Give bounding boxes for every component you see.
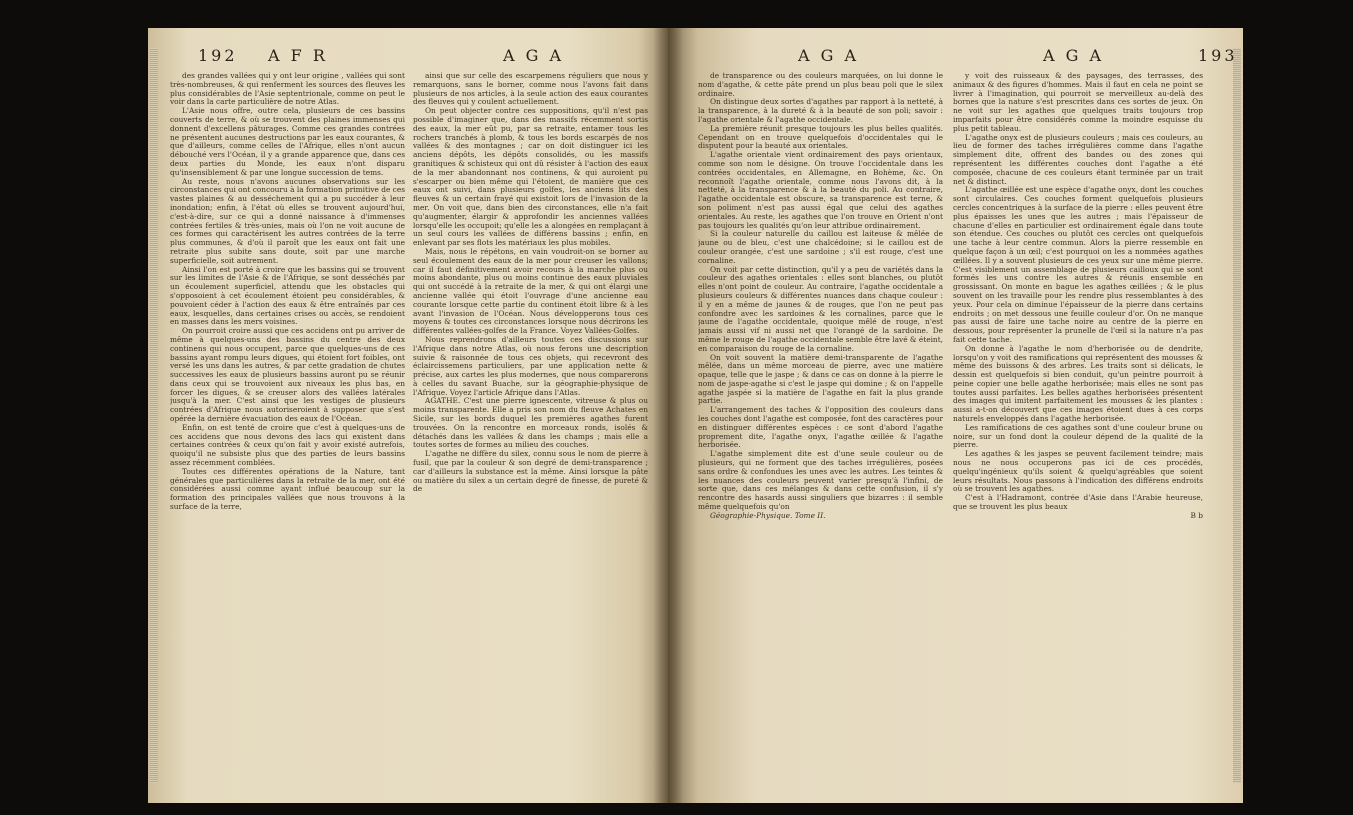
paragraph: L'agathe simplement dite est d'une seule couleur ou de plusieurs, qui ne forment que des taches irrégulières, posées sans ordre & confondues les unes avec les autres. Les teintes & les nuances des couleurs peuvent varier presqu'à l'infini, de sorte que, dans ces mélanges & dans cette confusion, il s'y rencontre des hasards aussi singuliers que bizarres : il semble même quelquefois qu'on: [698, 449, 943, 512]
right-running-head-2: A G A: [1043, 46, 1105, 65]
left-running-head-1: A F R: [268, 46, 328, 65]
paragraph: Mais, nous le répétons, en vain voudroit-on se borner au seul écoulement des eaux de la mer pour creuser les vallons; car il faut définitivement avoir recours à la marche plus ou moins abondante, plus ou moins continue des eaux pluviales qui ont succédé à la retraite de la mer, & qui ont élargi une ancienne vallée qui étoit l'ouvrage d'une ancienne eau courante lorsque cette partie du continent étoit libre & à les avant l'invasion de l'Océan. Nous développerons tous ces moyens & toutes ces circonstances lorsque nous décrirons les différentes vallées-golfes de la France. Voyez Vallées-Golfes.: [413, 246, 648, 336]
paragraph: On pourroit croire aussi que ces accidens ont pu arriver de même à quelques-uns des bassins du centre des deux continens qui nous occupent, parce que quelques-uns de ces bassins ayant rompu leurs digues, qui étoient fort foibles, ont versé les uns dans les autres, & par cette gradation de chutes successives les eaux de plusieurs bassins auront pu se réunir dans ceux qui se trouvoient aux niveaux les plus bas, en forcer les digues, & se creuser alors des vallées latérales jusqu'à la mer. C'est ainsi que les vestiges de plusieurs contrées d'Afrique nous autoriseroient à supposer que s'est opérée la dernière évacuation des eaux de l'Océan.: [170, 326, 405, 424]
right-page-edge: [1233, 48, 1241, 783]
left-running-head-2: A G A: [503, 46, 565, 65]
paragraph: L'agathe onyx est de plusieurs couleurs ; mais ces couleurs, au lieu de former des taches irrégulières comme dans l'agathe simplement dite, offrent des bandes ou des zones qui représentent les différentes couches dont l'agathe a été composée, chacune de ces couleurs étant terminée par un trait net & distinct.: [953, 132, 1203, 186]
paragraph: Ainsi l'on est porté à croire que les bassins qui se trouvent sur les limites de l'Asie & de l'Afrique, se sont desséchés par un écoulement superficiel, attendu que les obstacles qui s'opposoient à cet écoulement étoient peu considérables, & pouvoient céder à l'action des eaux & être entraînés par ces eaux, lesquelles, dans certaines crises ou accès, se rendoient en masses dans les mers voisines.: [170, 264, 405, 327]
right-page: [668, 28, 1243, 803]
paragraph: Enfin, on est tenté de croire que c'est à quelques-uns de ces accidens que nous devons des lacs qui existent dans certaines contrées & ceux qu'on fait y avoir existé autrefois, quoiqu'il ne subsiste plus que des parties de leurs bassins assez récemment comblées.: [170, 422, 405, 468]
paragraph: L'agathe ne diffère du silex, connu sous le nom de pierre à fusil, que par la couleur & son degré de demi-transparence ; car d'ailleurs la substance est la même. Ainsi lorsque la pâte ou matière du silex a un certain degré de finesse, de pureté & de: [413, 449, 648, 494]
left-page-number: 192: [198, 46, 238, 65]
paragraph: La première réunit presque toujours les plus belles qualités. Cependant on en trouve quelquefois d'occidentales qui le disputent pour la beauté aux orientales.: [698, 123, 943, 151]
right-column-2: [953, 72, 1203, 784]
paragraph: Si la couleur naturelle du caillou est laiteuse & mêlée de jaune ou de bleu, c'est une chalcédoine; si le caillou est de couleur orangée, c'est une sardoine ; s'il est rouge, c'est une cornaline.: [698, 229, 943, 265]
paragraph: L'agathe orientale vient ordinairement des pays orientaux, comme son nom le désigne. On trouve l'occidentale dans les contrées occidentales, en Allemagne, en Bohème, &c. On reconnoît l'agathe orientale, comme nous l'avons dit, à la netteté, à la transparence & à la beauté du poli. Au contraire, l'agathe occidentale est obscure, sa transparence est terne, & son poliment n'est pas aussi égal que celui des agathes orientales. Au reste, les agathes que l'on trouve en Orient n'ont pas toujours les qualités qu'on leur attribue ordinairement.: [698, 150, 943, 230]
left-column-2: [413, 72, 648, 784]
paragraph: Les ramifications de ces agathes sont d'une couleur brune ou noire, sur un fond dont la couleur dépend de la qualité de la pierre.: [953, 422, 1203, 450]
paragraph: des grandes vallées qui y ont leur origine , vallées qui sont très-nombreuses, & qui renferment les sources des fleuves les plus considérables de l'Asie septentrionale, comme on peut le voir dans la carte particulière de notre Atlas.: [170, 72, 405, 107]
paragraph: de transparence ou des couleurs marquées, on lui donne le nom d'agathe, & cette pâte prend un plus beau poli que le silex ordinaire.: [698, 72, 943, 98]
paragraph: L'Asie nous offre, outre cela, plusieurs de ces bassins couverts de terre, & où se trouvent des plaines immenses qui donnent d'excellens pâturages. Comme ces grandes contrées ne présentent aucunes destructions par les eaux courantes, & que d'ailleurs, comme celles de l'Afrique, elles n'ont aucun débouché vers l'Océan, il y a grande apparence que, dans ces deux parties du Monde, les eaux n'ont disparu qu'insensiblement & par une longue succession de tems.: [170, 106, 405, 177]
paragraph: y voit des ruisseaux & des paysages, des terrasses, des animaux & des figures d'hommes. Mais il faut en cela ne point se livrer à l'imagination, qui pourroit se merveilleux au-delà des bornes que la nature s'est prescrites dans ces sortes de jeux. On ne voit sur les agathes que quelques traits toujours trop imparfaits pour être considérés comme la moindre esquisse du plus petit tableau.: [953, 72, 1203, 133]
right-running-head-1: A G A: [798, 46, 860, 65]
paragraph: AGATHE. C'est une pierre ignescente, vitreuse & plus ou moins transparente. Elle a pris son nom du fleuve Achates en Sicile, sur les bords duquel les premières agathes furent trouvées. On la rencontre en morceaux ronds, isolés & détachés dans les vallées & dans les champs ; mais elle a toutes sortes de formes au milieu des couches.: [413, 396, 648, 450]
paragraph: Toutes ces différentes opérations de la Nature, tant générales que particulières dans la retraite de la mer, ont été considérées aussi comme ayant influé beaucoup sur la formation des principales vallées que nous trouvons à la surface de la terre,: [170, 466, 405, 512]
book-gutter: [653, 28, 683, 803]
paragraph: C'est à l'Hadramont, contrée d'Asie dans l'Arabie heureuse, que se trouvent les plus beaux: [953, 493, 1203, 512]
paragraph: ainsi que sur celle des escarpemens réguliers que nous y remarquons, sans le borner, comme nous l'avons fait dans plusieurs de nos articles, à la seule action des eaux courantes des fleuves qui y coulent actuellement.: [413, 72, 648, 107]
paragraph: Au reste, nous n'avons aucunes observations sur les circonstances qui ont concouru à la formation primitive de ces vastes plaines & au desséchement qui a pu succéder à leur inondation; enfin, à l'état où elles se trouvent aujourd'hui, c'est-à-dire, sur ce qui a donné naissance à d'immenses contrées fertiles & très-unies, mais où l'on ne voit aucune de ces formes qui caractérisent les autres contrées de la terre plus communes, & d'où il paroît que les eaux ont fait une retraite plus subite sans doute, soit par une marche superficielle, soit autrement.: [170, 176, 405, 265]
paragraph: Les agathes & les jaspes se peuvent facilement teindre; mais nous ne nous occuperons pas ici de ces procédés, quelqu'ingénieux qu'ils soient & quelqu'agréables que soient leurs résultats. Nous passons à l'indication des différens endroits où se trouvent les agathes.: [953, 449, 1203, 494]
paragraph: On voit par cette distinction, qu'il y a peu de variétés dans la couleur des agathes orientales : elles sont blanches, ou plutôt elles n'ont point de couleur. Au contraire, l'agathe occidentale a plusieurs couleurs & différentes nuances dans chaque couleur : il y en a même de jaunes & de rouges, que l'on ne peut pas confondre avec les sardoines & les cornalines, parce que le jaune de l'agathe occidentale, quoique mêlé de rouge, n'est jamais aussi vif ni aussi net que l'orangé de la sardoine. De même le rouge de l'agathe occidentale semble être lavé & éteint, en comparaison du rouge de la cornaline.: [698, 264, 943, 353]
paragraph: On donne à l'agathe le nom d'herborisée ou de dendrite, lorsqu'on y voit des ramifications qui représentent des mousses & même des buissons & des arbres. Les traits sont si délicats, le dessin est quelquefois si bien conduit, qu'un peintre pourroit à peine copier une belle agathe herborisée; mais elles ne sont pas toutes aussi parfaites. Les belles agathes herborisées présentent des images qui imitent parfaitement les mousses & les plantes : aussi a-t-on découvert que ces images étoient dues à ces corps naturels enveloppés dans l'agathe herborisée.: [953, 343, 1203, 424]
paragraph: On peut objecter contre ces suppositions, qu'il n'est pas possible d'imaginer que, dans des massifs récemment sortis des eaux, la mer eût pu, par sa retraite, entamer tous les rochers tranchés à plomb, & tous les bords escarpés de nos vallées & des montagnes ; car on doit distinguer ici les anciens dépôts, les dépôts consolidés, ou les massifs granitiques & schisteux qui ont dû résister à l'action des eaux de la mer abandonnant nos continens, & qui auroient pu s'escarper ou bien même qui l'étoient, de manière que ces eaux ont suivi, dans plusieurs golfes, les anciens lits des fleuves & un certain frayé qui existoit lors de l'invasion de la mer. On voit que, dans bien des circonstances, elle n'a fait qu'augmenter, élargir & approfondir les anciennes vallées lorsqu'elle les occupoit; qu'elle les a alongées en remplaçant à un seul cours les vallées de différens bassins ; enfin, en enlevant par ses flots les matériaux les plus mobiles.: [413, 106, 648, 248]
page-footer: Géographie-Physique. Tome II.: [710, 510, 826, 520]
paragraph: Nous reprendrons d'ailleurs toutes ces discussions sur l'Afrique dans notre Atlas, où nous ferons une description suivie & raisonnée de tous ces objets, qui recevront des éclaircissemens particuliers, par une application nette & précise, aux cartes les plus modernes, que nous comparerons à celles du savant Buache, sur la géographie-physique de l'Afrique. Voyez l'article Afrique dans l'Atlas.: [413, 334, 648, 397]
paragraph: L'agathe œillée est une espèce d'agathe onyx, dont les couches sont circulaires. Ces couches forment quelquefois plusieurs cercles concentriques à la surface de la pierre : elles peuvent être plus épaisses les unes que les autres ; mais l'épaisseur de chacune d'elles en particulier est ordinairement égale dans toute son étendue. Ces couches ou plutôt ces cercles ont quelquefois une tache à leur centre commun. Alors la pierre ressemble en quelque façon à un œil; c'est pourquoi on les a nommées agathes œillées. Il y a souvent plusieurs de ces yeux sur une même pierre. C'est visiblement un assemblage de plusieurs cailloux qui se sont formés les uns contre les autres & réunis ensemble en grossissant. On monte en bague les agathes œillées ; & le plus souvent on les travaille pour les rendre plus ressemblantes à des yeux. Pour cela on diminue l'épaisseur de la pierre dans certains endroits ; on met dessous une feuille couleur d'or. On ne manque pas aussi de faire une tache noire au centre de la pierre en dessous, pour représenter la prunelle de l'œil si la nature n'a pas fait cette tache.: [953, 185, 1203, 344]
left-page: [148, 28, 668, 803]
paragraph: L'arrangement des taches & l'opposition des couleurs dans les couches dont l'agathe est composée, font des caractères pour en distinguer différentes espèces : ce sont d'abord l'agathe proprement dite, l'agathe onyx, l'agathe œillée & l'agathe herborisée.: [698, 405, 943, 450]
paragraph: On distingue deux sortes d'agathes par rapport à la netteté, à la transparence, à la dureté & à la beauté de son poli; savoir : l'agathe orientale & l'agathe occidentale.: [698, 97, 943, 124]
left-page-edge: [150, 48, 158, 783]
right-page-number: 193: [1198, 46, 1238, 65]
right-column-1: [698, 72, 943, 784]
signature-mark: B b: [1190, 510, 1203, 520]
left-column-1: [170, 72, 405, 784]
paragraph: On voit souvent la matière demi-transparente de l'agathe mêlée, dans un même morceau de pierre, avec une matière opaque, telle que le jaspe ; & dans ce cas on donne à la pierre le nom de jaspe-agathe si c'est le jaspe qui domine ; & on l'appelle agathe jaspée si la matière de l'agathe en fait la plus grande partie.: [698, 352, 943, 406]
open-book: [148, 28, 1243, 803]
